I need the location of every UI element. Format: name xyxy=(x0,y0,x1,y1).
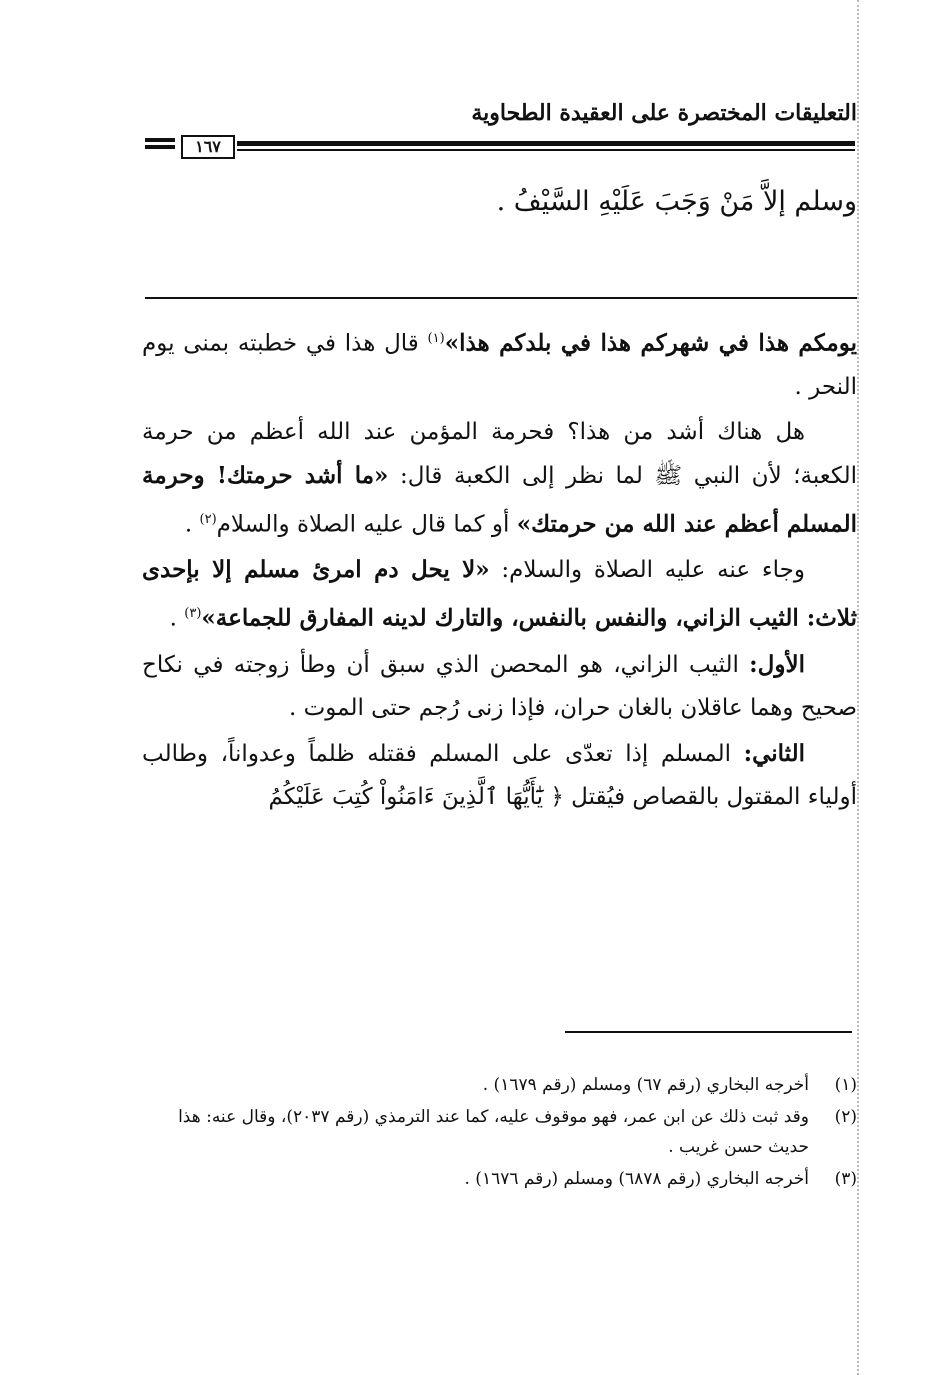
paragraph-1 xyxy=(142,317,857,409)
paragraph-2 xyxy=(142,411,857,547)
footnote-ref: (٣) xyxy=(184,606,202,622)
footnote-text: وقد ثبت ذلك عن ابن عمر، فهو موقوف عليه، كما عند الترمذي (رقم ٢٠٣٧)، وقال عنه: هذا حديث حسن غريب . xyxy=(178,1107,809,1157)
paragraph-text: المسلم إذا تعدّى على المسلم فقتله ظلماً وعدواناً، وطالب أولياء المقتول بالقصاص فيُقتل ﴿ يَٰٓأَيُّهَا ٱلَّذِينَ ءَامَنُواْ كُتِبَ عَلَيْكُمُ xyxy=(142,740,857,810)
header-rule-thick xyxy=(237,141,855,146)
paragraph-text: وجاء عنه عليه الصلاة والسلام: xyxy=(489,557,805,584)
footnote-rule xyxy=(565,1031,852,1033)
paragraph-text: الثيب الزاني، هو المحصن الذي سبق أن وطأ زوجته في نكاح صحيح وهما عاقلان بالغان حران، فإذا زنى رُجم حتى الموت . xyxy=(142,651,857,721)
footnotes xyxy=(142,1070,857,1196)
hadith-quote: «لا يحل دم امرئ مسلم إلا بإحدى ثلاث: الثيب الزاني، والنفس بالنفس، والتارك لدينه المفارق للجماعة» xyxy=(142,556,857,632)
footnote-number: (٢) xyxy=(834,1107,857,1127)
paragraph-5 xyxy=(142,732,857,819)
paragraph-4 xyxy=(142,643,857,730)
footnote xyxy=(142,1070,857,1100)
footnote-ref: (٢) xyxy=(199,511,217,527)
hadith-quote: يومكم هذا في شهركم هذا في بلدكم هذا» xyxy=(444,329,858,357)
main-text xyxy=(142,317,857,819)
footnote-ref: (١) xyxy=(427,331,445,346)
footnote-text: أخرجه البخاري (رقم ٦٨٧٨) ومسلم (رقم ١٦٧٦) . xyxy=(464,1169,809,1189)
paragraph-text: قال هذا في خطبته بمنى يوم النحر . xyxy=(142,330,857,400)
page-number: ١٦٧ xyxy=(181,135,235,159)
footnote-number: (١) xyxy=(834,1075,857,1095)
point-label: الأول: xyxy=(749,650,805,678)
footnote xyxy=(142,1102,857,1162)
running-title: التعليقات المختصرة على العقيدة الطحاوية xyxy=(471,100,857,126)
paragraph-text: هل هناك أشد من هذا؟ فحرمة المؤمن عند الله أعظم من حرمة الكعبة؛ لأن النبي ﷺ لما نظر إلى الكعبة قال: xyxy=(142,418,857,489)
footnote-number: (٣) xyxy=(834,1169,857,1189)
paragraph-3 xyxy=(142,548,857,641)
header-rule-thin xyxy=(237,149,855,151)
footnote xyxy=(142,1164,857,1194)
opening-line: وسلم إلاَّ مَنْ وَجَبَ عَلَيْهِ السَّيْفُ . xyxy=(496,186,857,217)
binding-edge xyxy=(857,0,859,1375)
ornament-bars xyxy=(145,138,175,152)
point-label: الثاني: xyxy=(743,739,806,767)
header-rule xyxy=(145,135,855,157)
paragraph-text: . xyxy=(169,605,185,632)
paragraph-text: أو كما قال عليه الصلاة والسلام xyxy=(216,511,517,538)
footnote-text: أخرجه البخاري (رقم ٦٧) ومسلم (رقم ١٦٧٩) . xyxy=(482,1075,809,1095)
hadith-quote: «ما أشد حرمتك! وحرمة المسلم أعظم عند الله من حرمتك» xyxy=(142,461,857,538)
section-separator xyxy=(145,297,857,299)
paragraph-text: . xyxy=(184,511,200,538)
